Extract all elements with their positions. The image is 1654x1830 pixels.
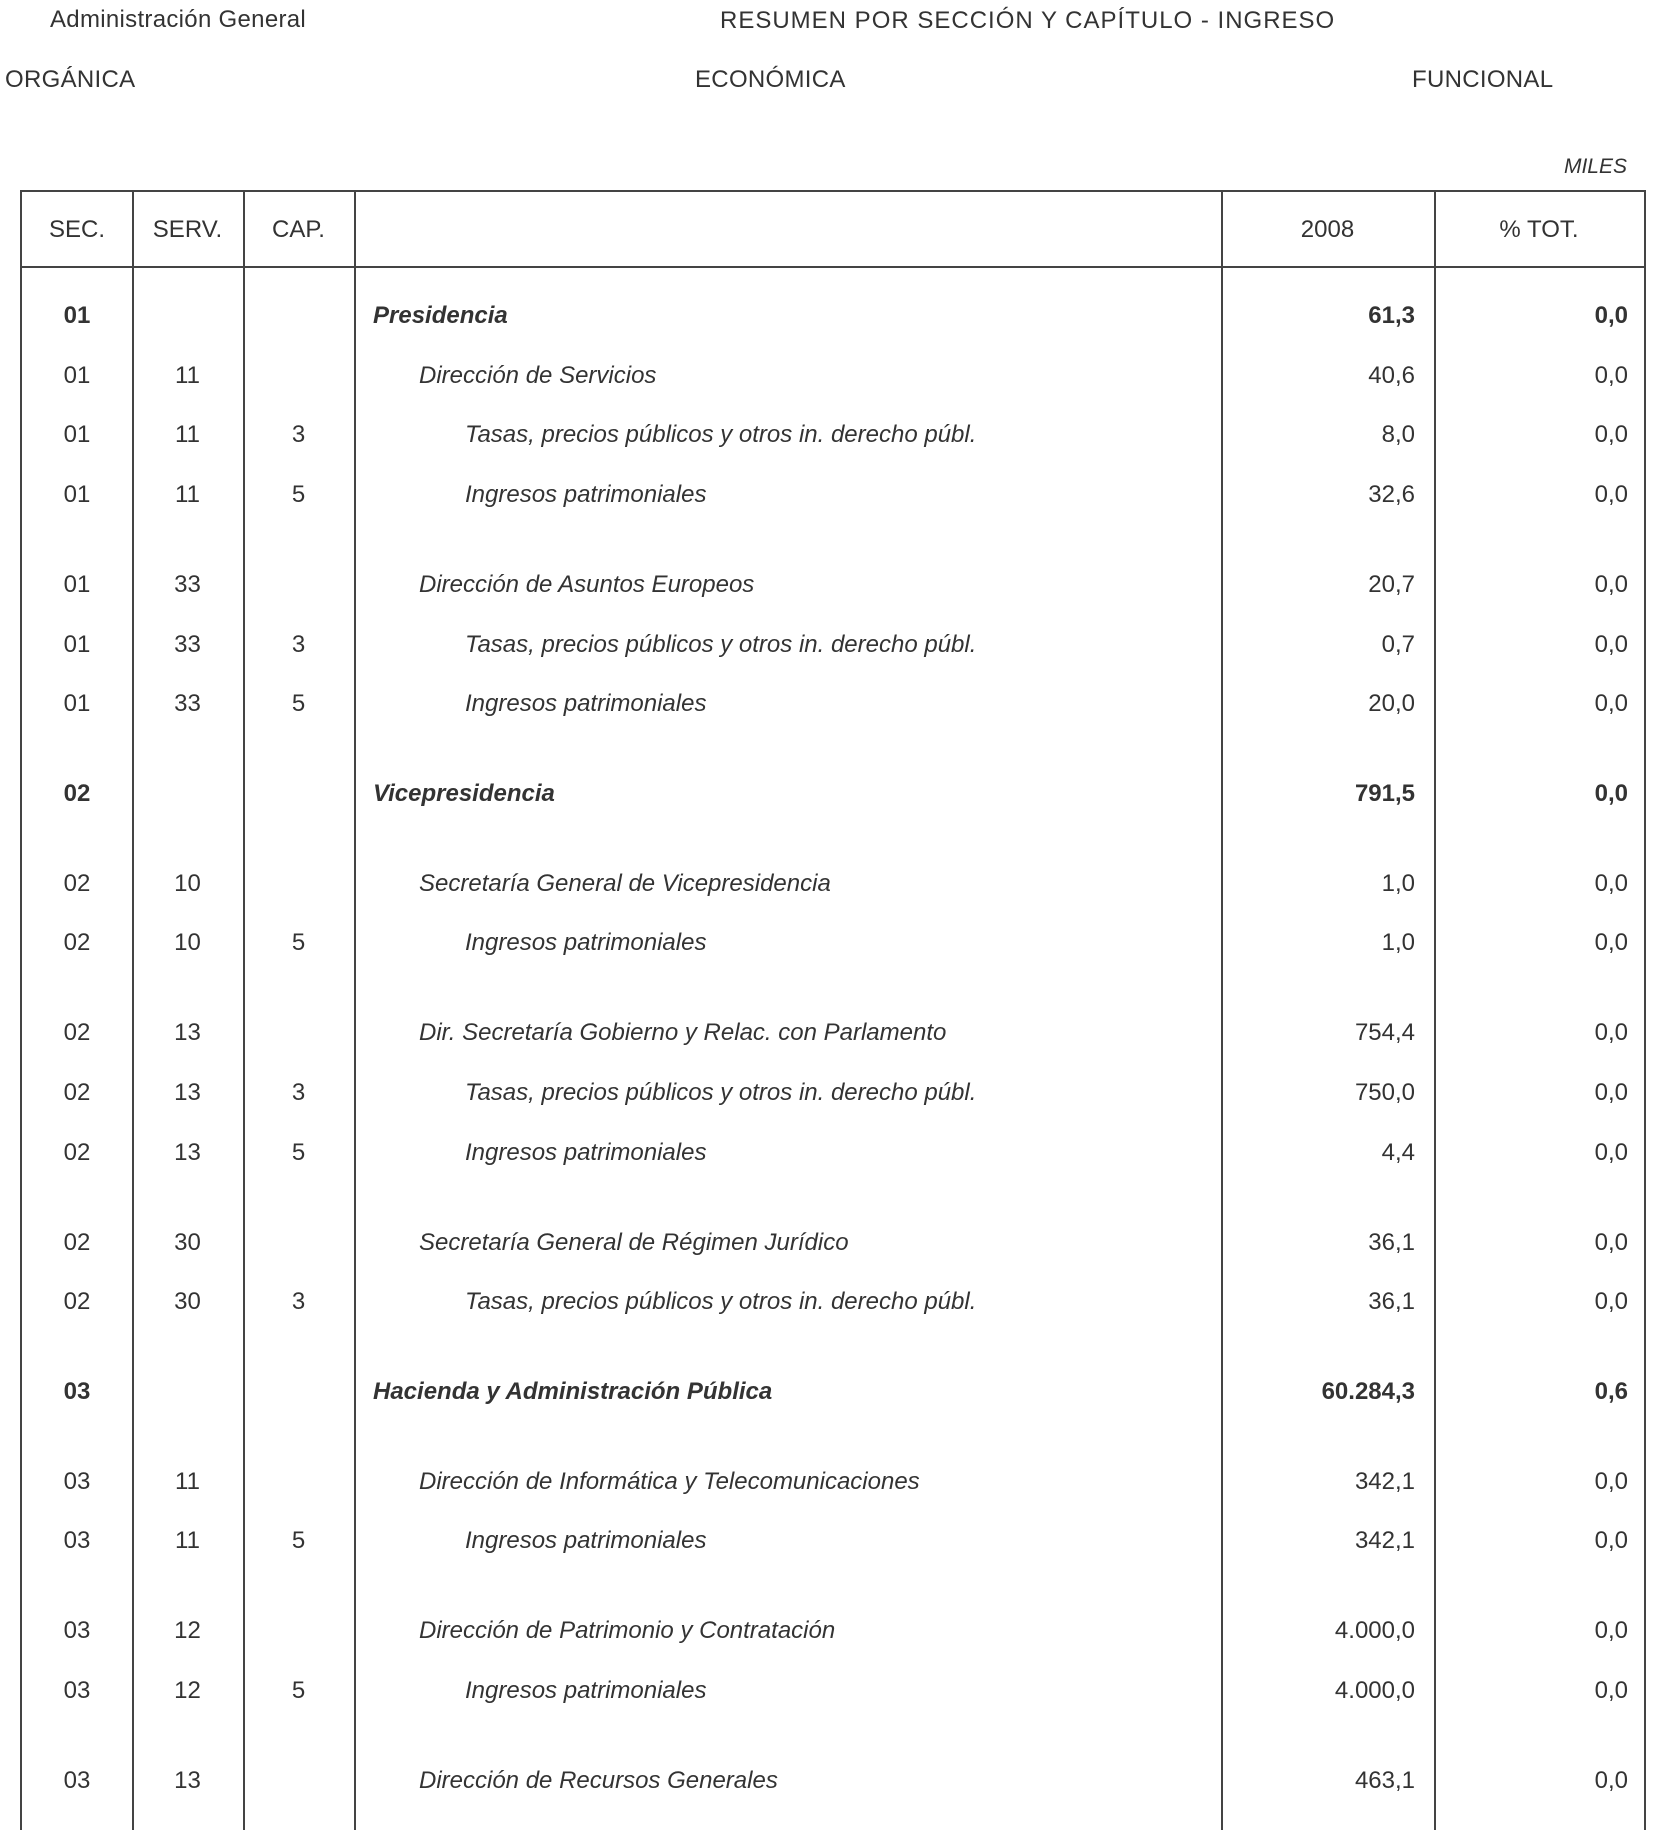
cell-sec: 02 [63,1139,91,1166]
table-row [22,1609,1644,1649]
cell-serv: 13 [174,1139,201,1166]
cell-cap: 5 [291,929,306,956]
cell-serv: 11 [175,1527,200,1554]
cell-sec: 01 [63,302,91,329]
cell-pct: 0,0 [1594,1677,1628,1704]
cell-pct: 0,0 [1594,780,1628,807]
cell-serv: 11 [175,362,200,389]
cell-sec: 01 [63,481,91,508]
cell-cap: 3 [291,1288,306,1315]
column-header-pct: % TOT. [1499,216,1579,243]
cell-serv: 12 [174,1677,201,1704]
column-header-sec: SEC. [48,216,105,243]
cell-cap: 5 [291,1677,306,1704]
cell-pct: 0,0 [1594,1229,1628,1256]
cell-pct: 0,0 [1594,1767,1628,1794]
cell-description: Secretaría General de Régimen Jurídico [419,1229,849,1256]
cell-pct: 0,0 [1594,1288,1628,1315]
classification-organica: ORGÁNICA [5,66,136,93]
classification-economica: ECONÓMICA [695,66,846,93]
table-row [22,1221,1644,1261]
cell-pct: 0,0 [1594,870,1628,897]
cell-pct: 0,0 [1594,302,1628,329]
cell-cap: 3 [291,631,306,658]
cell-sec: 02 [63,780,91,807]
cell-sec: 03 [63,1617,91,1644]
table-row [22,1131,1644,1171]
cell-sec: 02 [63,870,91,897]
cell-serv: 12 [174,1617,201,1644]
cell-description: Dirección de Recursos Generales [419,1767,778,1794]
cell-sec: 03 [63,1767,91,1794]
cell-sec: 02 [63,1079,91,1106]
cell-sec: 02 [63,1019,91,1046]
table-row [22,1370,1644,1410]
cell-amount: 8,0 [1381,421,1415,448]
cell-description: Tasas, precios públicos y otros in. derecho públ. [465,1288,977,1315]
table-row [22,862,1644,902]
column-header-cap: CAP. [272,216,325,243]
cell-amount: 1,0 [1381,929,1415,956]
cell-description: Ingresos patrimoniales [465,929,707,956]
cell-amount: 463,1 [1354,1767,1415,1794]
cell-serv: 30 [174,1288,201,1315]
cell-description: Dirección de Servicios [419,362,657,389]
cell-pct: 0,0 [1594,362,1628,389]
cell-cap: 5 [291,1139,306,1166]
cell-sec: 01 [63,690,91,717]
table-row [22,682,1644,722]
cell-description: Hacienda y Administración Pública [373,1378,773,1405]
cell-serv: 13 [174,1019,201,1046]
cell-sec: 03 [63,1527,91,1554]
table-row [22,1460,1644,1500]
table-row [22,354,1644,394]
cell-amount: 1,0 [1381,870,1415,897]
cell-description: Ingresos patrimoniales [465,1677,707,1704]
cell-description: Secretaría General de Vicepresidencia [419,870,831,897]
cell-amount: 342,1 [1354,1527,1415,1554]
units-label: MILES [1563,155,1627,178]
cell-serv: 11 [175,1468,200,1495]
cell-cap: 3 [291,421,306,448]
cell-sec: 03 [63,1468,91,1495]
table-row [22,1011,1644,1051]
table-row [22,413,1644,453]
cell-serv: 11 [175,481,200,508]
cell-sec: 01 [63,421,91,448]
cell-pct: 0,0 [1594,1617,1628,1644]
table-row [22,473,1644,513]
cell-amount: 791,5 [1354,780,1415,807]
cell-amount: 40,6 [1368,362,1415,389]
cell-pct: 0,0 [1594,690,1628,717]
cell-sec: 01 [63,631,91,658]
table-row [22,772,1644,812]
cell-amount: 32,6 [1368,481,1415,508]
cell-pct: 0,6 [1594,1378,1628,1405]
cell-sec: 01 [63,362,91,389]
cell-serv: 33 [174,571,201,598]
cell-amount: 4.000,0 [1334,1617,1415,1644]
cell-pct: 0,0 [1594,631,1628,658]
table-row [22,1519,1644,1559]
cell-sec: 02 [63,1229,91,1256]
cell-description: Dir. Secretaría Gobierno y Relac. con Parlamento [419,1019,947,1046]
classification-funcional: FUNCIONAL [1412,66,1554,93]
cell-sec: 01 [63,571,91,598]
cell-amount: 36,1 [1368,1288,1415,1315]
cell-description: Ingresos patrimoniales [465,481,707,508]
cell-serv: 11 [175,421,200,448]
table-header-row [22,192,1644,268]
cell-sec: 03 [63,1677,91,1704]
table-row [22,1280,1644,1320]
table-row [22,1071,1644,1111]
cell-amount: 4.000,0 [1334,1677,1415,1704]
cell-cap: 3 [291,1079,306,1106]
cell-pct: 0,0 [1594,571,1628,598]
cell-sec: 02 [63,929,91,956]
cell-cap: 5 [291,690,306,717]
cell-description: Tasas, precios públicos y otros in. derecho públ. [465,1079,977,1106]
cell-description: Tasas, precios públicos y otros in. derecho públ. [465,421,977,448]
table-row [22,294,1644,334]
cell-serv: 33 [174,690,201,717]
cell-serv: 10 [174,929,201,956]
cell-amount: 60.284,3 [1321,1378,1415,1405]
cell-pct: 0,0 [1594,481,1628,508]
cell-amount: 0,7 [1381,631,1415,658]
cell-pct: 0,0 [1594,1468,1628,1495]
cell-amount: 36,1 [1368,1229,1415,1256]
cell-amount: 754,4 [1354,1019,1415,1046]
cell-cap: 5 [291,1527,306,1554]
cell-amount: 750,0 [1354,1079,1415,1106]
cell-pct: 0,0 [1594,1527,1628,1554]
cell-description: Tasas, precios públicos y otros in. derecho públ. [465,631,977,658]
table-row [22,921,1644,961]
table-row [22,1759,1644,1799]
column-header-year: 2008 [1300,216,1355,243]
column-header-serv: SERV. [152,216,223,243]
cell-description: Dirección de Informática y Telecomunicaciones [419,1468,920,1495]
cell-serv: 13 [174,1767,201,1794]
cell-pct: 0,0 [1594,421,1628,448]
report-title: RESUMEN POR SECCIÓN Y CAPÍTULO - INGRESO [720,7,1336,34]
table-row [22,1669,1644,1709]
entity-name: Administración General [50,6,307,33]
cell-amount: 4,4 [1381,1139,1415,1166]
cell-pct: 0,0 [1594,1019,1628,1046]
cell-description: Vicepresidencia [373,780,555,807]
cell-description: Presidencia [373,302,508,329]
cell-description: Ingresos patrimoniales [465,1527,707,1554]
cell-serv: 13 [174,1079,201,1106]
cell-amount: 342,1 [1354,1468,1415,1495]
cell-pct: 0,0 [1594,1079,1628,1106]
cell-sec: 02 [63,1288,91,1315]
cell-amount: 61,3 [1368,302,1415,329]
cell-serv: 10 [174,870,201,897]
cell-pct: 0,0 [1594,1139,1628,1166]
cell-sec: 03 [63,1378,91,1405]
cell-description: Dirección de Patrimonio y Contratación [419,1617,836,1644]
cell-amount: 20,0 [1368,690,1415,717]
cell-serv: 33 [174,631,201,658]
cell-description: Ingresos patrimoniales [465,1139,707,1166]
cell-cap: 5 [291,481,306,508]
table-row [22,623,1644,663]
revenue-table [20,190,1646,1830]
cell-pct: 0,0 [1594,929,1628,956]
cell-serv: 30 [174,1229,201,1256]
cell-description: Ingresos patrimoniales [465,690,707,717]
cell-description: Dirección de Asuntos Europeos [419,571,755,598]
table-row [22,563,1644,603]
cell-amount: 20,7 [1368,571,1415,598]
